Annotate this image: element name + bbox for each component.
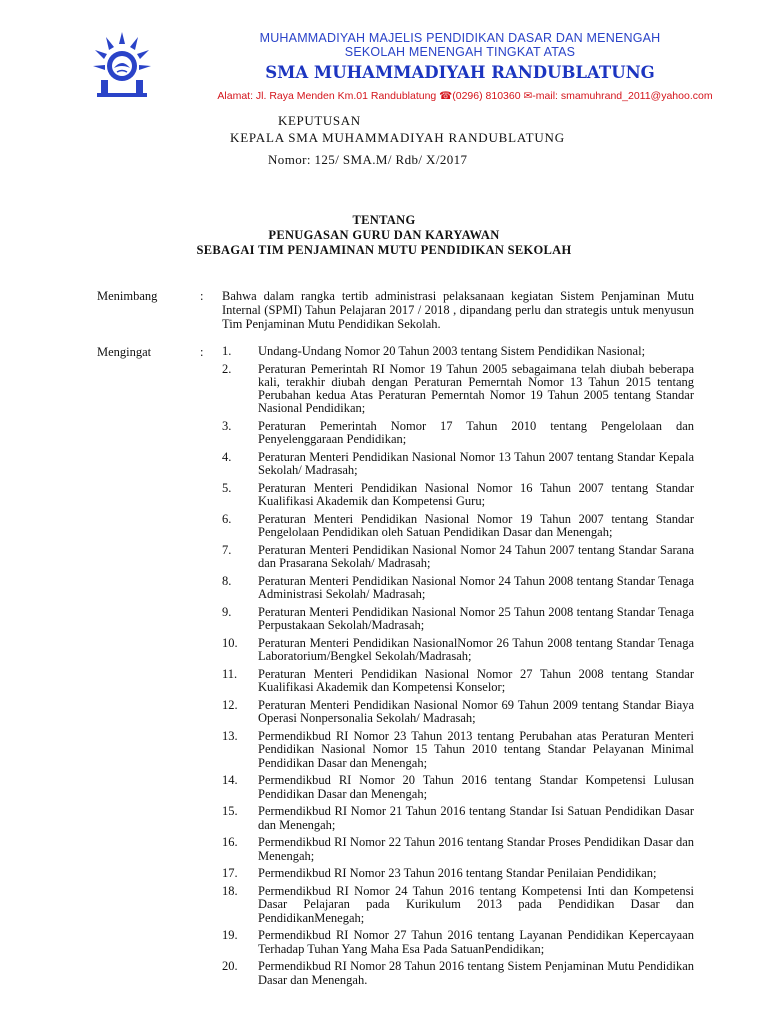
list-item	[222, 513, 694, 539]
list-item-number: 10.	[222, 636, 238, 651]
list-item-number: 6.	[222, 512, 232, 527]
list-item-number: 1.	[222, 344, 232, 358]
list-item	[222, 544, 694, 570]
decision-title: KEPUTUSAN	[278, 113, 361, 128]
list-item-text: Peraturan Pemerintah RI Nomor 19 Tahun 2005 sebagaimana telah diubah beberapa kali, terakhir diubah dengan Peraturan Pemerntah Nomor 13 Tahun 2015 tentang Perubahan kedua Atas Peraturan Pemerntah Nomor 19 Tahun 2005 tentang Standar Nasional Pendidikan;	[258, 361, 694, 416]
list-item	[222, 637, 694, 663]
list-item-text: Undang-Undang Nomor 20 Tahun 2003 tentang Sistem Pendidikan Nasional;	[258, 344, 646, 358]
list-item-number: 13.	[222, 729, 238, 744]
menimbang-text: Bahwa dalam rangka tertib administrasi pelaksanaan kegiatan Sistem Penjaminan Mutu Internal (SPMI) Tahun Pelajaran 2017 / 2018 , dipandang perlu dan strategis untuk menyusun Tim Penjaminan Mutu Pendidikan Sekolah.	[222, 289, 694, 331]
list-item-number: 7.	[222, 543, 232, 558]
list-item	[222, 699, 694, 725]
list-item	[222, 836, 694, 862]
subject-label: TENTANG	[352, 213, 416, 227]
list-item-number: 8.	[222, 574, 232, 589]
list-item-number: 17.	[222, 866, 238, 881]
list-item-text: Peraturan Menteri Pendidikan Nasional Nomor 16 Tahun 2007 tentang Standar Kualifikasi Akademik dan Kompetensi Guru;	[258, 481, 694, 509]
list-item-text: Peraturan Menteri Pendidikan Nasional Nomor 24 Tahun 2008 tentang Standar Tenaga Administrasi Sekolah/ Madrasah;	[258, 574, 694, 602]
list-item-number: 16.	[222, 835, 238, 850]
menimbang-colon: :	[200, 289, 204, 303]
list-item	[222, 885, 694, 925]
subject-line-2: SEBAGAI TIM PENJAMINAN MUTU PENDIDIKAN SEKOLAH	[196, 243, 572, 257]
list-item-number: 18.	[222, 884, 238, 899]
list-item-number: 4.	[222, 450, 232, 465]
list-item-text: Peraturan Menteri Pendidikan Nasional Nomor 19 Tahun 2007 tentang Standar Pengelolaan Pendidikan oleh Satuan Pendidikan Dasar dan Menengah;	[258, 512, 694, 540]
decision-number: Nomor: 125/ SMA.M/ Rdb/ X/2017	[268, 152, 468, 167]
list-item-number: 20.	[222, 959, 238, 974]
mengingat-colon: :	[200, 345, 204, 359]
list-item-text: Peraturan Menteri Pendidikan Nasional Nomor 27 Tahun 2008 tentang Standar Kualifikasi Akademik dan Kompetensi Konselor;	[258, 667, 694, 695]
list-item-text: Peraturan Menteri Pendidikan Nasional Nomor 13 Tahun 2007 tentang Standar Kepala Sekolah/ Madrasah;	[258, 450, 694, 478]
menimbang-label: Menimbang	[97, 289, 158, 303]
list-item	[222, 929, 694, 955]
list-item	[222, 805, 694, 831]
list-item-text: Permendikbud RI Nomor 21 Tahun 2016 tentang Standar Isi Satuan Pendidikan Dasar dan Menengah;	[258, 804, 694, 832]
list-item	[222, 575, 694, 601]
list-item	[222, 730, 694, 770]
list-item	[222, 482, 694, 508]
list-item-text: Permendikbud RI Nomor 24 Tahun 2016 tentang Kompetensi Inti dan Kompetensi Dasar Pelajaran pada Kurikulum 2013 pada Pendidikan Dasar dan PendidikanMenegah;	[258, 884, 694, 925]
letterhead-address: Alamat: Jl. Raya Menden Km.01 Randublatung ☎(0296) 810360 ✉-mail: smamuhrand_2011@yahoo.com	[217, 90, 713, 102]
muhammadiyah-logo-icon	[92, 30, 152, 98]
list-item-text: Permendikbud RI Nomor 23 Tahun 2016 tentang Standar Penilaian Pendidikan;	[258, 866, 657, 881]
list-item	[222, 606, 694, 632]
list-item	[222, 363, 694, 416]
letterhead-level-line: SEKOLAH MENENGAH TINGKAT ATAS	[344, 45, 576, 59]
list-item-number: 12.	[222, 698, 238, 713]
list-item-number: 11.	[222, 667, 238, 682]
list-item	[222, 451, 694, 477]
list-item-text: Permendikbud RI Nomor 20 Tahun 2016 tentang Standar Kompetensi Lulusan Pendidikan Dasar dan Menengah;	[258, 773, 694, 801]
list-item	[222, 420, 694, 446]
list-item-text: Peraturan Menteri Pendidikan Nasional Nomor 69 Tahun 2009 tentang Standar Biaya Operasi Nonpersonalia Sekolah/ Madrasah;	[258, 698, 694, 726]
list-item	[222, 867, 694, 880]
mengingat-label: Mengingat	[97, 345, 152, 359]
list-item-number: 14.	[222, 773, 238, 788]
letterhead-school-name: SMA MUHAMMADIYAH RANDUBLATUNG	[265, 63, 655, 82]
list-item-text: Peraturan Pemerintah Nomor 17 Tahun 2010 tentang Pengelolaan dan Penyelenggaraan Pendidikan;	[258, 419, 694, 447]
decision-issuer: KEPALA SMA MUHAMMADIYAH RANDUBLATUNG	[230, 130, 565, 145]
list-item	[222, 774, 694, 800]
list-item-text: Permendikbud RI Nomor 22 Tahun 2016 tentang Standar Proses Pendidikan Dasar dan Menengah;	[258, 835, 694, 863]
mengingat-list	[222, 345, 694, 991]
list-item-number: 5.	[222, 481, 232, 496]
list-item-text: Permendikbud RI Nomor 27 Tahun 2016 tentang Layanan Pendidikan Kepercayaan Terhadap Tuhan Yang Maha Esa Pada SatuanPendidikan;	[258, 928, 694, 956]
list-item-number: 15.	[222, 804, 238, 819]
list-item-text: Permendikbud RI Nomor 28 Tahun 2016 tentang Sistem Penjaminan Mutu Pendidikan Dasar dan Menengah.	[258, 959, 694, 987]
list-item	[222, 668, 694, 694]
list-item-number: 2.	[222, 361, 232, 376]
list-item-text: Peraturan Menteri Pendidikan Nasional Nomor 24 Tahun 2007 tentang Standar Sarana dan Prasarana Sekolah/ Madrasah;	[258, 543, 694, 571]
letterhead-org-line: MUHAMMADIYAH MAJELIS PENDIDIKAN DASAR DAN MENENGAH	[259, 31, 661, 45]
list-item-text: Permendikbud RI Nomor 23 Tahun 2013 tentang Perubahan atas Peraturan Menteri Pendidikan Nasional Nomor 15 Tahun 2010 tentang Standar Pelayanan Minimal Pendidikan Dasar dan Menengah;	[258, 729, 694, 770]
list-item-number: 3.	[222, 419, 232, 434]
list-item-number: 19.	[222, 928, 238, 943]
list-item-text: Peraturan Menteri Pendidikan Nasional Nomor 25 Tahun 2008 tentang Standar Tenaga Perpustakaan Sekolah/Madrasah;	[258, 605, 694, 633]
list-item-number: 9.	[222, 605, 232, 620]
list-item-text: Peraturan Menteri Pendidikan NasionalNomor 26 Tahun 2008 tentang Standar Tenaga Laboratorium/Bengkel Sekolah/Madrasah;	[258, 636, 694, 664]
list-item	[222, 345, 694, 358]
list-item	[222, 960, 694, 986]
subject-line-1: PENUGASAN GURU DAN KARYAWAN	[268, 228, 500, 242]
